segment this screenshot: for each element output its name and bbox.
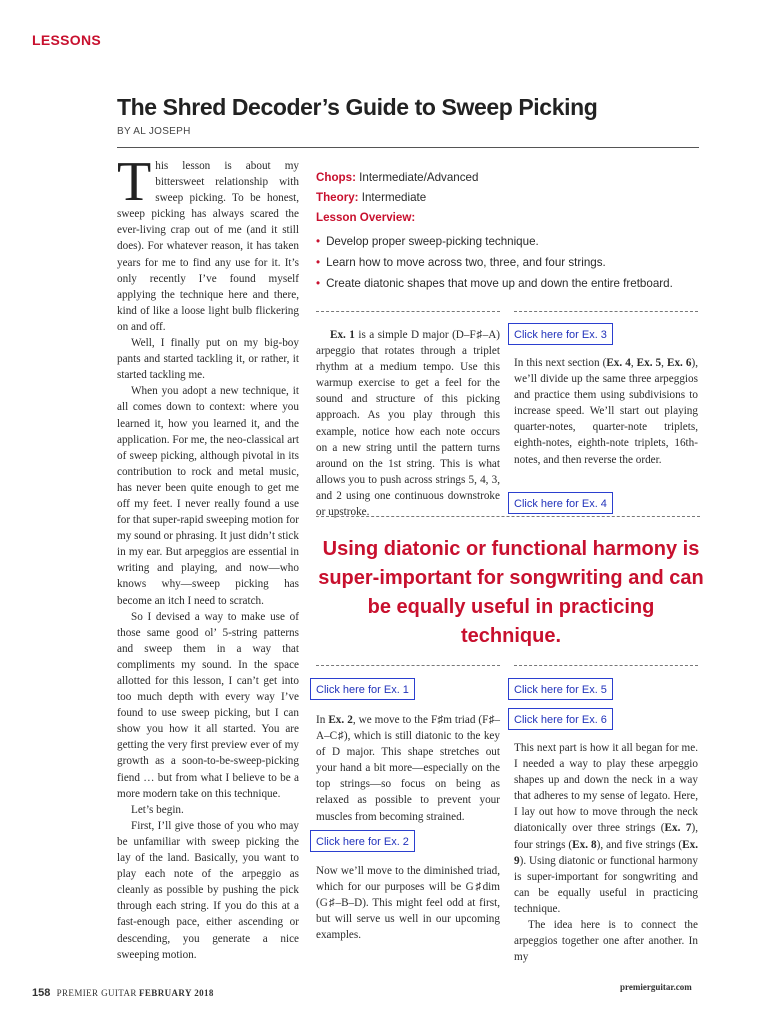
section-label: LESSONS [32,32,102,48]
ex4-button[interactable]: Click here for Ex. 4 [508,492,613,514]
paragraph: Well, I finally put on my big-boy pants and started tackling it, or rather, it started tackling me. [117,337,299,382]
chops-row [316,168,706,188]
ex3-button[interactable]: Click here for Ex. 3 [508,323,613,345]
theory-label: Theory: [316,191,359,204]
column-1 [117,151,299,963]
dim-text-block: Now we’ll move to the diminished triad, which for our purposes will be G♯dim (G♯–B–D). This might feel odd at first, but will serve us well in our upcoming examples. [316,865,500,942]
paragraph: Let’s begin. [131,803,184,816]
site-url: premierguitar.com [620,982,692,992]
paragraph [117,151,299,335]
ex6-button[interactable]: Click here for Ex. 6 [508,708,613,730]
paragraph: So I devised a way to make use of those same good ol’ 5-string patterns and sweep them in a way that compliments my sound. In the space allotted for this lesson, I can’t get into too much depth with every way I’ve found to use sweep picking, but I can show you how it all started. You are getting the very first preview ever of my growth as a soon-to-be-sweep-picking fiend … but from what I believe to be a more modern take on this technique. [117,610,299,800]
ex1-button[interactable]: Click here for Ex. 1 [310,678,415,700]
bullet-icon: • [316,256,321,269]
intro-text: his lesson is about my bittersweet relationship with sweep picking. To be honest, sweep picking has always scared the ever-living crap out of me (and it still does). For whatever reason, it has taken years for me to find any use for it. It’s only recently I’ve found myself applying the technique here and there, kind of like a loose light bulb flickering on and off. [117,160,299,333]
bullet-icon: • [316,235,321,248]
page-footer [32,987,214,999]
list-item: • Create diatonic shapes that move up and down the entire fretboard. [316,277,673,290]
overview-list [316,231,706,294]
ex2-text-block: In Ex. 2, we move to the F♯m triad (F♯–A–C♯), which is still diatonic to the key of D major. This shape stretches out your hand a bit more—especially on the top strings—so focus on being as relaxed as possible to prevent your muscles from becoming strained. [316,714,500,823]
divider [514,311,698,312]
lesson-sidebar [316,168,706,294]
subdivision-text-block: In this next section (Ex. 4, Ex. 5, Ex. 6), we’ll divide up the same three arpeggios and practice them using subdivisions to increase speed. We’ll start out playing quarter-notes, quarter-note triplets, eighth-notes, eighth-note triplets, 16th-notes, and then reverse the order. [514,357,699,466]
article-title: The Shred Decoder’s Guide to Sweep Picking [117,94,598,120]
magazine-name: PREMIER GUITAR [56,988,137,998]
chops-value: Intermediate/Advanced [359,171,479,184]
paragraph: First, I’ll give those of you who may be unfamiliar with sweep picking the lay of the land. Basically, you want to play each note of the arpeggio as cleanly as possible by pushing the pick through each string. If you do this at a fast-enough pace, either ascending or descending, you generate a nice sweeping motion. [117,819,299,961]
divider [316,665,500,666]
byline: BY AL JOSEPH [117,126,191,137]
chops-label: Chops: [316,171,356,184]
overview-label: Lesson Overview: [316,211,416,224]
ex1-text-block: Ex. 1 is a simple D major (D–F♯–A) arpeggio that rotates through a triplet rhythm at a medium tempo. Use this warmup exercise to get a feel for the sound and structure of this picking approach. As you play through this example, notice how each note occurs on a new string until the pattern turns around on the 1st string. This is what allows you to push across strings 5, 4, 3, and 2 using one continuous downstroke or upstroke. [316,329,500,519]
ex5-button[interactable]: Click here for Ex. 5 [508,678,613,700]
divider [316,311,500,312]
divider [514,665,698,666]
overview-row [316,208,706,228]
theory-value: Intermediate [361,191,427,204]
legato-text-block: This next part is how it all began for me. I needed a way to play these arpeggio shapes up and down the neck in a way that adheres to my sense of legato. Here, I lay out how to move through the neck diatonically over three strings (Ex. 7), four strings (Ex. 8), and five strings (Ex. 9). Using diatonic or functional harmony is super-important for songwriting and can be equally useful in practicing technique. The idea here is to connect the arpeggios together one after another. In my [514,742,699,964]
page-number: 158 [32,987,51,999]
theory-row [316,188,706,208]
ex1-label: Ex. 1 [330,329,355,341]
paragraph: When you adopt a new technique, it all comes down to context: where you learned it, how you learned it, and the application. For me, the neo-classical art of sweep picking, although pivotal in its contribution to rock and metal music, has never been quite enough to get me off my feet. I never really found a use for that super-rapid sweeping motion for my sound or phrasing. It just didn’t stick in my ear. But arpeggios are essential in writing and playing, and now—who knows why—sweep picking has become an itch I need to scratch. [117,385,299,607]
pull-quote: Using diatonic or functional harmony is super-important for songwriting and can be equally useful in practicing technique. [318,538,704,647]
title-rule [117,147,699,148]
ex2-label: Ex. 2 [328,714,353,726]
list-item: • Develop proper sweep-picking technique. [316,235,539,248]
drop-cap: T [117,151,152,213]
bullet-icon: • [316,277,321,290]
ex2-button[interactable]: Click here for Ex. 2 [310,830,415,852]
list-item: • Learn how to move across two, three, and four strings. [316,256,606,269]
issue-date: FEBRUARY 2018 [139,988,214,998]
